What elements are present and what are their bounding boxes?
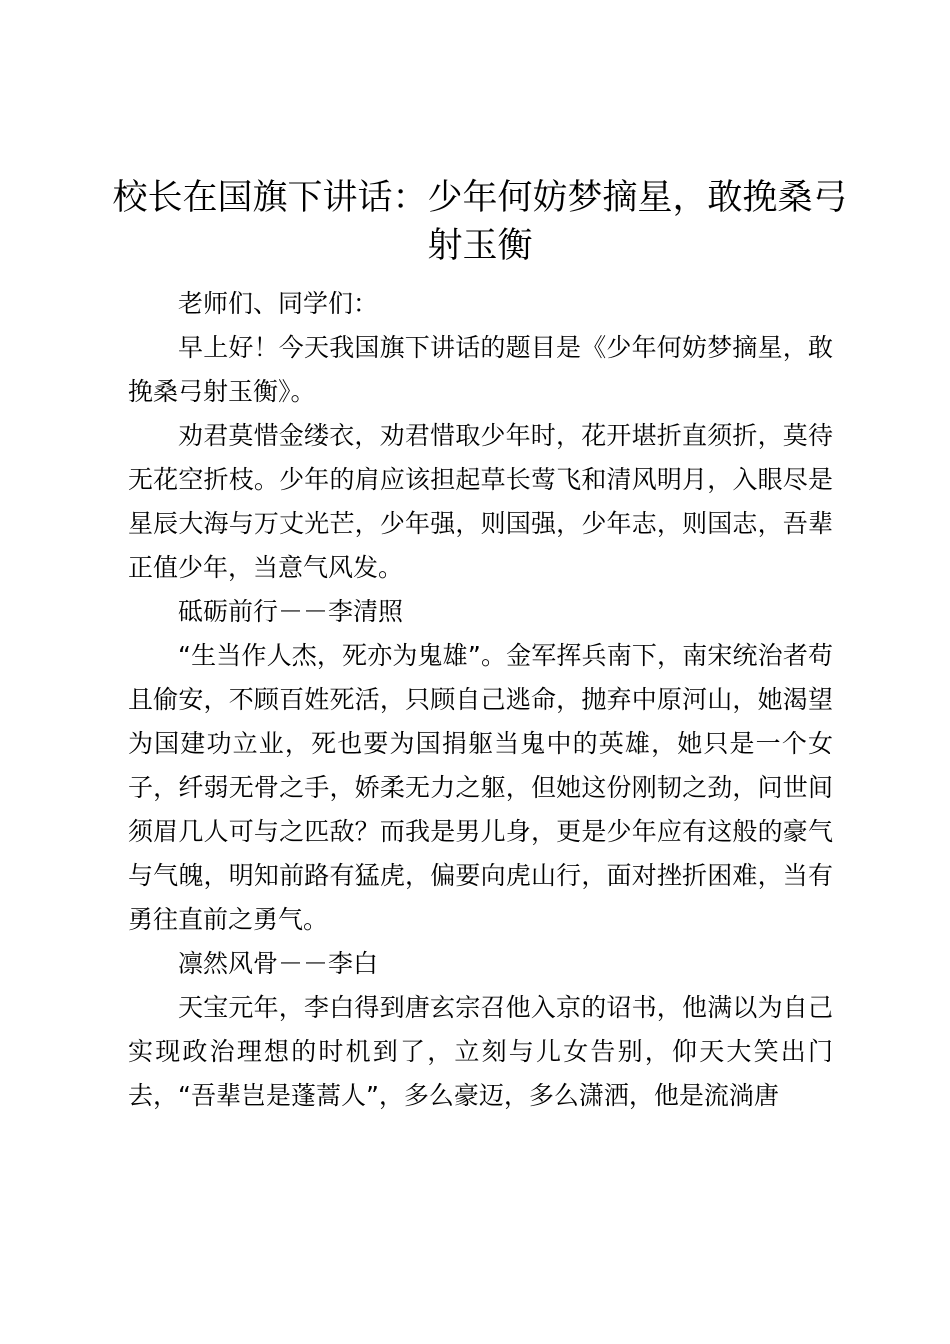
paragraph-intro: 劝君莫惜金缕衣，劝君惜取少年时，花开堪折直须折，莫待无花空折枝。少年的肩应该担起草长莺飞和清风明月，入眼尽是星辰大海与万丈光芒，少年强，则国强，少年志，则国志，吾辈正值少年，当意气风发。: [128, 421, 833, 582]
section-heading-li-qingzhao: 砥砺前行－－李清照: [178, 597, 404, 626]
document-body: [128, 282, 833, 1118]
paragraph-li-qingzhao: “生当作人杰，死亦为鬼雄”。金军挥兵南下，南宋统治者苟且偷安，不顾百姓死活，只顾自己逃命，抛弃中原河山，她渴望为国建功立业，死也要为国捐躯当鬼中的英雄，她只是一个女子，纤弱无骨之手，娇柔无力之躯，但她这份刚韧之劲，问世间须眉几人可与之匹敌？而我是男儿身，更是少年应有这般的豪气与气魄，明知前路有猛虎，偏要向虎山行，面对挫折困难，当有勇往直前之勇气。: [128, 641, 833, 934]
paragraph-greeting: 早上好！今天我国旗下讲话的题目是《少年何妨梦摘星，敢挽桑弓射玉衡》。: [128, 333, 833, 406]
document-title: 校长在国旗下讲话：少年何妨梦摘星，敢挽桑弓射玉衡: [112, 178, 848, 266]
paragraph-li-bai: 天宝元年，李白得到唐玄宗召他入京的诏书，他满以为自己实现政治理想的时机到了，立刻与儿女告别，仰天大笑出门去，“吾辈岂是蓬蒿人”，多么豪迈，多么潇洒，他是流淌唐: [128, 993, 833, 1110]
section-heading-li-bai: 凛然风骨－－李白: [178, 949, 379, 978]
paragraph-salutation: 老师们、同学们：: [178, 289, 379, 318]
